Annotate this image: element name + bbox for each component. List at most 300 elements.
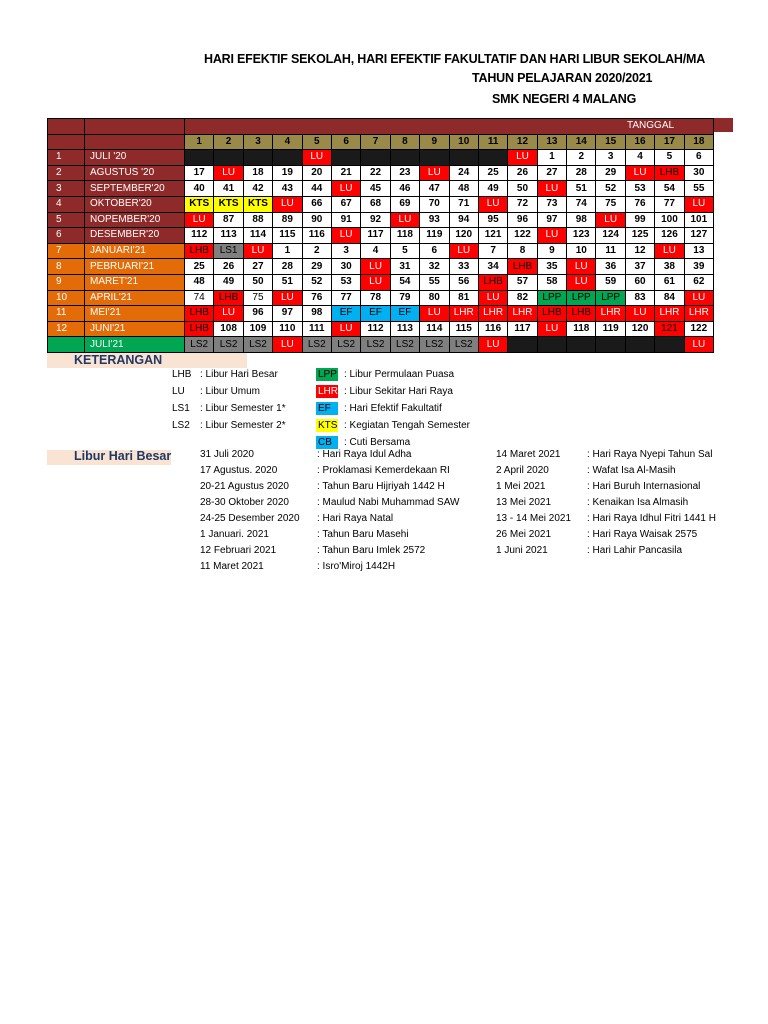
day-cell: LS2	[331, 337, 360, 353]
day-cell: 118	[567, 321, 596, 337]
day-cell: 116	[478, 321, 507, 337]
day-cell: 5	[390, 243, 419, 259]
row-number: 11	[48, 306, 85, 322]
day-header: 3	[243, 134, 272, 150]
calendar-row	[48, 228, 714, 244]
title-line-3: SMK NEGERI 4 MALANG	[492, 92, 637, 106]
day-cell	[273, 150, 302, 166]
day-cell	[390, 150, 419, 166]
day-cell: LU	[361, 274, 390, 290]
day-cell: 6	[420, 243, 449, 259]
holiday-event: : Isro'Miroj 1442H	[317, 561, 396, 572]
day-cell: 121	[478, 228, 507, 244]
month-label: OKTOBER'20	[85, 196, 185, 212]
holiday-event: : Maulud Nabi Muhammad SAW	[317, 497, 460, 508]
day-cell	[331, 150, 360, 166]
day-cell: 115	[449, 321, 478, 337]
day-cell: 114	[243, 228, 272, 244]
day-cell: 37	[625, 259, 654, 275]
day-cell: LHB	[537, 306, 566, 322]
day-cell: 80	[420, 290, 449, 306]
day-cell: LS1	[214, 243, 243, 259]
day-cell: 47	[420, 181, 449, 197]
day-cell: 44	[302, 181, 331, 197]
day-cell: LHB	[508, 259, 537, 275]
day-cell: 3	[596, 150, 625, 166]
day-cell: 70	[420, 196, 449, 212]
day-cell: 27	[243, 259, 272, 275]
day-cell: LU	[567, 274, 596, 290]
day-cell: 12	[625, 243, 654, 259]
holiday-date: 2 April 2020	[496, 465, 549, 476]
day-cell: 32	[420, 259, 449, 275]
day-cell: 89	[273, 212, 302, 228]
day-cell	[214, 150, 243, 166]
day-cell: 99	[625, 212, 654, 228]
day-cell: KTS	[185, 196, 214, 212]
day-cell: 126	[655, 228, 684, 244]
day-header: 4	[273, 134, 302, 150]
day-cell: 74	[185, 290, 214, 306]
day-cell: 38	[655, 259, 684, 275]
day-cell: 57	[508, 274, 537, 290]
day-cell: LU	[625, 165, 654, 181]
day-cell: LS2	[420, 337, 449, 353]
legend-desc: : Libur Sekitar Hari Raya	[344, 386, 453, 397]
day-cell: 2	[567, 150, 596, 166]
day-cell: 95	[478, 212, 507, 228]
day-cell: LHR	[655, 306, 684, 322]
day-cell: 46	[390, 181, 419, 197]
day-cell: LHB	[185, 321, 214, 337]
day-cell: 23	[390, 165, 419, 181]
calendar-header-days	[48, 134, 714, 150]
day-cell: 75	[596, 196, 625, 212]
row-number: 7	[48, 243, 85, 259]
legend-swatch: LHR	[318, 386, 339, 397]
day-cell: LU	[361, 259, 390, 275]
calendar-row	[48, 181, 714, 197]
title-line-2: TAHUN PELAJARAN 2020/2021	[472, 71, 653, 85]
day-header: 14	[567, 134, 596, 150]
day-cell: 90	[302, 212, 331, 228]
day-cell: EF	[390, 306, 419, 322]
calendar-row	[48, 196, 714, 212]
libur-hari-besar-title: Libur Hari Besar	[74, 449, 172, 463]
day-cell: 28	[273, 259, 302, 275]
header-blank	[48, 134, 85, 150]
holiday-date: 12 Februari 2021	[200, 545, 277, 556]
day-cell: 81	[449, 290, 478, 306]
day-cell: 52	[302, 274, 331, 290]
calendar-row	[48, 274, 714, 290]
holiday-date: 26 Mei 2021	[496, 529, 552, 540]
day-cell	[420, 150, 449, 166]
day-cell: LHR	[596, 306, 625, 322]
day-cell: 31	[390, 259, 419, 275]
legend-desc: : Libur Permulaan Puasa	[344, 369, 455, 380]
day-cell: 17	[185, 165, 214, 181]
day-cell: 50	[243, 274, 272, 290]
holiday-date: 13 - 14 Mei 2021	[496, 513, 572, 524]
day-cell: 124	[596, 228, 625, 244]
day-cell: 25	[185, 259, 214, 275]
row-number: 8	[48, 259, 85, 275]
day-cell: 79	[390, 290, 419, 306]
row-number: 5	[48, 212, 85, 228]
day-cell: 68	[361, 196, 390, 212]
holiday-event: : Hari Buruh Internasional	[587, 481, 701, 492]
day-cell: LU	[449, 243, 478, 259]
day-cell	[478, 150, 507, 166]
day-cell: LU	[478, 290, 507, 306]
day-cell: LS2	[390, 337, 419, 353]
legend-desc: : Libur Semester 2*	[200, 420, 286, 431]
day-cell: LU	[273, 196, 302, 212]
day-cell: LU	[596, 212, 625, 228]
day-cell: 113	[390, 321, 419, 337]
day-cell: 29	[596, 165, 625, 181]
day-cell: 48	[185, 274, 214, 290]
holiday-date: 24-25 Desember 2020	[200, 513, 300, 524]
legend-code: LU	[172, 386, 185, 397]
legend-code: LHB	[172, 369, 192, 380]
day-cell: LU	[243, 243, 272, 259]
day-cell: 4	[361, 243, 390, 259]
day-cell: 28	[567, 165, 596, 181]
day-cell: 19	[273, 165, 302, 181]
holiday-date: 11 Maret 2021	[200, 561, 264, 572]
day-cell: 113	[214, 228, 243, 244]
day-cell: 109	[243, 321, 272, 337]
holiday-date: 14 Maret 2021	[496, 449, 561, 460]
calendar-row	[48, 150, 714, 166]
month-label: MEI'21	[85, 306, 185, 322]
holiday-date: 1 Mei 2021	[496, 481, 546, 492]
day-cell: 84	[655, 290, 684, 306]
day-cell: EF	[331, 306, 360, 322]
day-cell: 116	[302, 228, 331, 244]
day-cell: 39	[684, 259, 713, 275]
holiday-date: 28-30 Oktober 2020	[200, 497, 289, 508]
holiday-date: 17 Agustus. 2020	[200, 465, 278, 476]
holiday-event: : Hari Raya Waisak 2575	[587, 529, 698, 540]
day-cell: LHB	[567, 306, 596, 322]
day-cell: LU	[625, 306, 654, 322]
calendar-row	[48, 321, 714, 337]
day-cell: 76	[302, 290, 331, 306]
day-header: 12	[508, 134, 537, 150]
day-cell: LU	[214, 165, 243, 181]
day-cell: 101	[684, 212, 713, 228]
month-label: PEBRUARI'21	[85, 259, 185, 275]
day-header: 2	[214, 134, 243, 150]
day-cell: 119	[596, 321, 625, 337]
month-label: JULI'21	[85, 337, 185, 353]
day-cell: 72	[508, 196, 537, 212]
month-label: JULI '20	[85, 150, 185, 166]
holiday-date: 1 Januari. 2021	[200, 529, 269, 540]
day-cell: 41	[214, 181, 243, 197]
day-cell: 56	[449, 274, 478, 290]
day-cell: 26	[508, 165, 537, 181]
day-cell: LU	[273, 290, 302, 306]
day-cell: LS2	[243, 337, 272, 353]
day-cell: 40	[185, 181, 214, 197]
holiday-event: : Hari Lahir Pancasila	[587, 545, 683, 556]
row-number: 12	[48, 321, 85, 337]
day-cell: 100	[655, 212, 684, 228]
day-cell: 94	[449, 212, 478, 228]
day-cell: LU	[420, 165, 449, 181]
day-cell: 42	[243, 181, 272, 197]
calendar-row	[48, 337, 714, 353]
holiday-event: : Hari Raya Natal	[317, 513, 394, 524]
day-cell: 11	[596, 243, 625, 259]
day-cell: 5	[655, 150, 684, 166]
day-cell: 122	[684, 321, 713, 337]
day-cell: 34	[478, 259, 507, 275]
day-cell: LU	[420, 306, 449, 322]
day-cell	[537, 337, 566, 353]
row-number: 9	[48, 274, 85, 290]
day-cell: 36	[596, 259, 625, 275]
legend-code: LS2	[172, 420, 190, 431]
day-cell: 127	[684, 228, 713, 244]
day-cell: 29	[302, 259, 331, 275]
day-cell: 88	[243, 212, 272, 228]
calendar-row	[48, 165, 714, 181]
day-cell	[567, 337, 596, 353]
day-cell: 26	[214, 259, 243, 275]
day-cell: 93	[420, 212, 449, 228]
day-cell: 1	[273, 243, 302, 259]
holiday-event: : Tahun Baru Masehi	[317, 529, 409, 540]
day-cell: 77	[655, 196, 684, 212]
day-cell: 61	[655, 274, 684, 290]
day-cell	[449, 150, 478, 166]
day-cell: LU	[567, 259, 596, 275]
day-header: 16	[625, 134, 654, 150]
day-cell: 117	[361, 228, 390, 244]
row-number: 10	[48, 290, 85, 306]
day-cell: 1	[537, 150, 566, 166]
day-cell: LU	[655, 243, 684, 259]
holiday-event: : Kenaikan Isa Almasih	[587, 497, 689, 508]
day-header: 5	[302, 134, 331, 150]
day-cell: 98	[302, 306, 331, 322]
day-cell: 54	[655, 181, 684, 197]
legend-swatch: LPP	[318, 369, 337, 380]
day-cell: 21	[331, 165, 360, 181]
holiday-event: : Proklamasi Kemerdekaan RI	[317, 465, 450, 476]
day-cell: 50	[508, 181, 537, 197]
legend-desc: : Libur Umum	[200, 386, 261, 397]
day-cell: 66	[302, 196, 331, 212]
day-cell: LHB	[655, 165, 684, 181]
day-cell: 76	[625, 196, 654, 212]
day-cell: 33	[449, 259, 478, 275]
day-cell: 77	[331, 290, 360, 306]
day-header: 13	[537, 134, 566, 150]
day-cell: 121	[655, 321, 684, 337]
month-label: JUNI'21	[85, 321, 185, 337]
day-cell: LHB	[185, 243, 214, 259]
day-cell: 62	[684, 274, 713, 290]
day-cell: 43	[273, 181, 302, 197]
day-header: 15	[596, 134, 625, 150]
day-cell: 18	[243, 165, 272, 181]
holiday-date: 13 Mei 2021	[496, 497, 552, 508]
day-cell	[243, 150, 272, 166]
day-cell: 55	[684, 181, 713, 197]
day-cell: LHR	[684, 306, 713, 322]
day-header: 9	[420, 134, 449, 150]
day-header: 1	[185, 134, 214, 150]
day-cell: 30	[684, 165, 713, 181]
day-cell: LU	[302, 150, 331, 166]
day-cell	[596, 337, 625, 353]
day-cell: 58	[537, 274, 566, 290]
day-cell: 55	[420, 274, 449, 290]
calendar-header-top	[48, 119, 714, 135]
day-cell: 9	[537, 243, 566, 259]
day-cell: 111	[302, 321, 331, 337]
day-cell: 60	[625, 274, 654, 290]
day-cell: LS2	[449, 337, 478, 353]
day-cell: 82	[508, 290, 537, 306]
day-cell: 27	[537, 165, 566, 181]
day-cell: LU	[508, 150, 537, 166]
legend-desc: : Cuti Bersama	[344, 437, 411, 448]
day-cell: LU	[478, 337, 507, 353]
day-cell: LS2	[185, 337, 214, 353]
day-cell: 22	[361, 165, 390, 181]
day-cell: 98	[567, 212, 596, 228]
day-cell: LPP	[537, 290, 566, 306]
month-label: DESEMBER'20	[85, 228, 185, 244]
calendar-table	[47, 118, 714, 353]
day-cell: 96	[243, 306, 272, 322]
day-cell: LU	[537, 321, 566, 337]
day-cell: 52	[596, 181, 625, 197]
day-header: 8	[390, 134, 419, 150]
keterangan-title: KETERANGAN	[74, 353, 163, 367]
row-number: 1	[48, 150, 85, 166]
legend-desc: : Kegiatan Tengah Semester	[344, 420, 471, 431]
day-cell: 13	[684, 243, 713, 259]
day-cell: 59	[596, 274, 625, 290]
day-cell: 3	[331, 243, 360, 259]
day-cell: 75	[243, 290, 272, 306]
day-cell: LU	[331, 181, 360, 197]
header-blank	[85, 119, 185, 135]
row-number	[48, 337, 85, 353]
day-cell: 8	[508, 243, 537, 259]
day-cell: 118	[390, 228, 419, 244]
day-cell: KTS	[214, 196, 243, 212]
row-number: 6	[48, 228, 85, 244]
day-cell: 73	[537, 196, 566, 212]
day-cell: EF	[361, 306, 390, 322]
day-cell: 20	[302, 165, 331, 181]
holiday-event: : Tahun Baru Imlek 2572	[317, 545, 426, 556]
day-cell: 25	[478, 165, 507, 181]
day-cell: 24	[449, 165, 478, 181]
holiday-event: : Wafat Isa Al-Masih	[587, 465, 676, 476]
day-cell: LHR	[449, 306, 478, 322]
month-label: JANUARI'21	[85, 243, 185, 259]
calendar-row	[48, 259, 714, 275]
day-cell: 53	[625, 181, 654, 197]
day-cell: LPP	[596, 290, 625, 306]
holiday-event: : Tahun Baru Hijriyah 1442 H	[317, 481, 445, 492]
day-cell: 120	[449, 228, 478, 244]
calendar-row	[48, 212, 714, 228]
day-cell: 117	[508, 321, 537, 337]
day-cell: 83	[625, 290, 654, 306]
day-cell: LU	[331, 228, 360, 244]
day-cell: 10	[567, 243, 596, 259]
day-cell: 67	[331, 196, 360, 212]
day-cell: LPP	[567, 290, 596, 306]
day-cell: 97	[537, 212, 566, 228]
day-cell: LU	[684, 196, 713, 212]
holiday-date: 31 Juli 2020	[200, 449, 254, 460]
day-cell: 51	[273, 274, 302, 290]
day-cell: 74	[567, 196, 596, 212]
day-cell: 115	[273, 228, 302, 244]
day-cell: 92	[361, 212, 390, 228]
day-cell: LHB	[478, 274, 507, 290]
day-cell: LU	[331, 321, 360, 337]
day-cell: LU	[537, 181, 566, 197]
day-cell: LS2	[302, 337, 331, 353]
legend-desc: : Hari Efektif Fakultatif	[344, 403, 442, 414]
day-cell: 112	[361, 321, 390, 337]
day-cell: LHR	[478, 306, 507, 322]
day-cell: 48	[449, 181, 478, 197]
day-header: 17	[655, 134, 684, 150]
month-label: AGUSTUS '20	[85, 165, 185, 181]
day-header: 6	[331, 134, 360, 150]
day-cell: 51	[567, 181, 596, 197]
day-cell: 123	[567, 228, 596, 244]
day-cell: KTS	[243, 196, 272, 212]
day-cell: 78	[361, 290, 390, 306]
day-cell: LHR	[508, 306, 537, 322]
calendar-row	[48, 290, 714, 306]
day-cell: LU	[273, 337, 302, 353]
day-cell: 97	[273, 306, 302, 322]
day-cell: 45	[361, 181, 390, 197]
row-number: 3	[48, 181, 85, 197]
header-blank	[85, 134, 185, 150]
day-cell	[185, 150, 214, 166]
holiday-date: 1 Juni 2021	[496, 545, 548, 556]
legend-swatch: KTS	[318, 420, 338, 431]
day-cell: 120	[625, 321, 654, 337]
day-cell	[625, 337, 654, 353]
day-cell: LS2	[361, 337, 390, 353]
legend-swatch: EF	[316, 402, 338, 415]
day-cell	[655, 337, 684, 353]
header-blank	[48, 119, 85, 135]
calendar-row	[48, 243, 714, 259]
month-label: MARET'21	[85, 274, 185, 290]
day-cell: LHB	[214, 290, 243, 306]
day-header: 18	[684, 134, 713, 150]
